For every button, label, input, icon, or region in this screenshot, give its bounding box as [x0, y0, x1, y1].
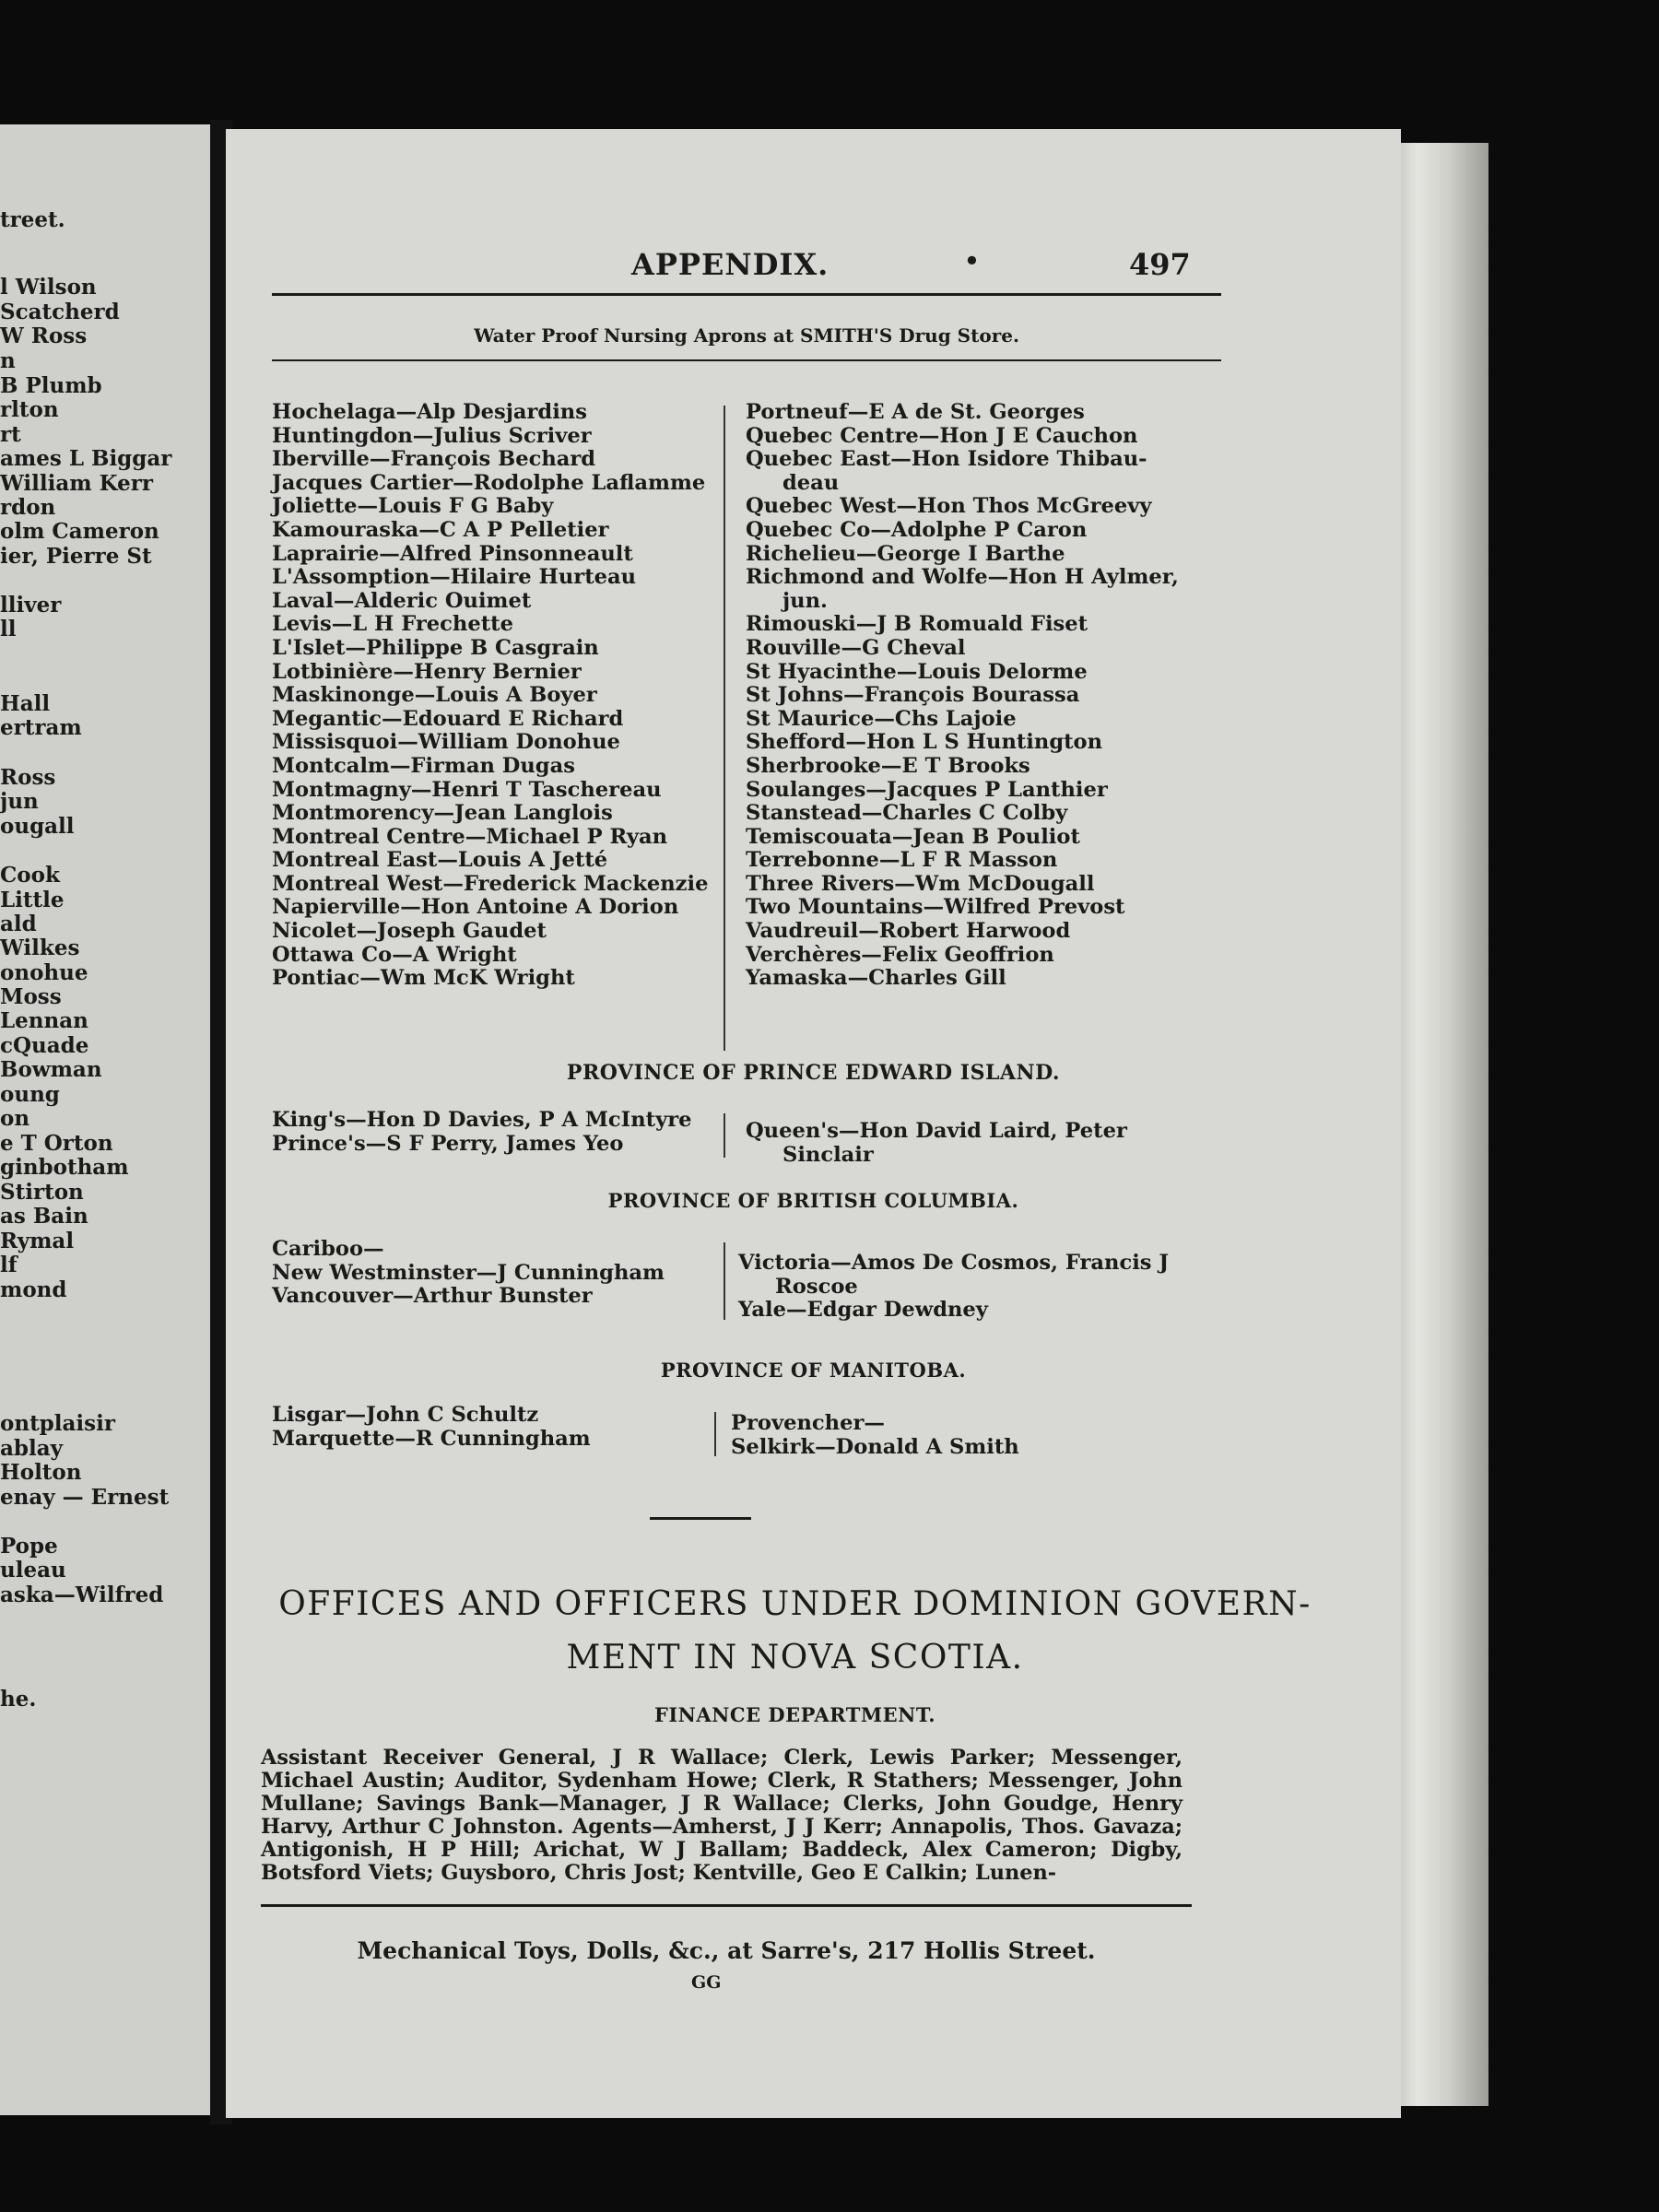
constituency-entry: Sherbrooke—E T Brooks	[746, 753, 1030, 778]
left-page-line: oung	[0, 1082, 60, 1107]
left-page-line: Moss	[0, 984, 62, 1009]
constituency-entry: Jacques Cartier—Rodolphe Laflamme	[272, 470, 706, 495]
left-page-line: treet.	[0, 207, 65, 232]
constituency-entry: New Westminster—J Cunningham	[272, 1260, 665, 1285]
left-page-line: B Plumb	[0, 373, 102, 398]
quebec-left-column	[272, 401, 708, 991]
left-page-line: lliver	[0, 593, 62, 618]
left-page-line: uleau	[0, 1558, 66, 1583]
constituency-entry: Verchères—Felix Geoffrion	[746, 942, 1054, 967]
page-edges	[1387, 143, 1488, 2106]
constituency-entry: Montmorency—Jean Langlois	[272, 801, 613, 826]
constituency-entry: Terrebonne—L F R Masson	[746, 848, 1058, 873]
left-page-line: ames L Biggar	[0, 446, 172, 471]
constituency-entry: Victoria—Amos De Cosmos, Francis J	[738, 1251, 1170, 1275]
constituency-entry: Soulanges—Jacques P Lanthier	[746, 777, 1108, 802]
constituency-entry: Missisquoi—William Donohue	[272, 730, 620, 755]
constituency-entry: St Maurice—Chs Lajoie	[746, 706, 1017, 731]
constituency-entry: Montreal West—Frederick Mackenzie	[272, 871, 709, 896]
left-page-line: Scatcherd	[0, 300, 120, 324]
constituency-entry: Rimouski—J B Romuald Fiset	[746, 612, 1088, 637]
left-page-fragment	[0, 124, 210, 2115]
left-page-line: W Ross	[0, 324, 88, 348]
constituency-entry: Rouville—G Cheval	[746, 635, 966, 660]
constituency-entry: Roscoe	[775, 1274, 858, 1299]
constituency-entry: Richmond and Wolfe—Hon H Aylmer,	[746, 565, 1179, 590]
bc-heading: PROVINCE OF BRITISH COLUMBIA.	[607, 1189, 1019, 1212]
left-page-line: William Kerr	[0, 471, 153, 496]
left-page-line: Little	[0, 888, 65, 912]
constituency-entry: Prince's—S F Perry, James Yeo	[272, 1131, 624, 1156]
constituency-entry: Laprairie—Alfred Pinsonneault	[272, 541, 633, 566]
left-page-line: cQuade	[0, 1033, 89, 1058]
constituency-entry: Cariboo—	[272, 1237, 384, 1261]
bc-divider	[724, 1242, 725, 1320]
constituency-entry: Hochelaga—Alp Desjardins	[272, 400, 587, 424]
footer-rule	[261, 1904, 1192, 1907]
header-ornament: •	[963, 243, 981, 278]
constituency-entry: Quebec East—Hon Isidore Thibau-	[746, 447, 1147, 472]
left-page-line: ier, Pierre St	[0, 544, 152, 569]
constituency-entry: Yale—Edgar Dewdney	[738, 1298, 988, 1323]
left-page-line: e T Orton	[0, 1131, 113, 1156]
left-page-line: jun	[0, 789, 39, 814]
constituency-entry: Shefford—Hon L S Huntington	[746, 730, 1103, 755]
left-page-line: ll	[0, 617, 17, 641]
constituency-entry: Montcalm—Firman Dugas	[272, 753, 575, 778]
constituency-entry: jun.	[782, 588, 828, 613]
quebec-right-column	[746, 401, 1179, 991]
manitoba-left-column	[272, 1404, 591, 1451]
constituency-entry: Three Rivers—Wm McDougall	[746, 871, 1095, 896]
constituency-entry: Portneuf—E A de St. Georges	[746, 400, 1085, 424]
constituency-entry: St Hyacinthe—Louis Delorme	[746, 659, 1088, 684]
constituency-entry: Quebec Centre—Hon J E Cauchon	[746, 423, 1138, 448]
left-page-line: ablay	[0, 1436, 63, 1461]
constituency-entry: Stanstead—Charles C Colby	[746, 801, 1068, 826]
constituency-entry: deau	[782, 470, 840, 495]
constituency-entry: Montreal Centre—Michael P Ryan	[272, 824, 668, 849]
constituency-entry: Pontiac—Wm McK Wright	[272, 966, 575, 991]
bottom-advertisement: Mechanical Toys, Dolls, &c., at Sarre's, 217 Hollis Street.	[357, 1937, 1096, 1964]
left-page-line: ertram	[0, 715, 82, 740]
constituency-entry: King's—Hon D Davies, P A McIntyre	[272, 1108, 692, 1132]
left-page-line: Pope	[0, 1534, 58, 1559]
left-page-line: ald	[0, 912, 37, 936]
finance-subheading: FINANCE DEPARTMENT.	[653, 1703, 936, 1726]
left-page-line: as Bain	[0, 1204, 88, 1229]
left-page-line: Stirton	[0, 1180, 84, 1205]
constituency-entry: Montmagny—Henri T Taschereau	[272, 777, 662, 802]
constituency-entry: St Johns—François Bourassa	[746, 683, 1080, 708]
constituency-entry: Levis—L H Frechette	[272, 612, 513, 637]
finance-paragraph: Assistant Receiver General, J R Wallace; Clerk, Lewis Parker; Messenger, Michael Austin; Auditor, Sydenham Howe; Clerk, R Stathers; Messenger, John Mullane; Savings Bank—Manager, J R Wallace; Clerks, John Goudge, Henry Harvy, Arthur C Johnston. Agents—Amherst, J J Kerr; Annapolis, Thos. Gavaza; Antigonish, H P Hill; Arichat, W J Ballam; Baddeck, Alex Cameron; Digby, Botsford Viets; Guysboro, Chris Jost; Kentville, Geo E Calkin; Lunen-	[261, 1746, 1182, 1885]
book-page	[226, 129, 1401, 2118]
left-page-line: Lennan	[0, 1008, 88, 1033]
constituency-entry: Maskinonge—Louis A Boyer	[272, 683, 597, 708]
manitoba-right-column	[731, 1412, 1019, 1459]
constituency-entry: Ottawa Co—A Wright	[272, 942, 517, 967]
left-page-line: Hall	[0, 691, 51, 716]
constituency-entry: Sinclair	[782, 1142, 874, 1167]
constituency-entry: Joliette—Louis F G Baby	[272, 494, 554, 519]
constituency-entry: Huntingdon—Julius Scriver	[272, 423, 592, 448]
constituency-entry: Vancouver—Arthur Bunster	[272, 1284, 593, 1309]
left-page-line: mond	[0, 1277, 67, 1302]
constituency-entry: Montreal East—Louis A Jetté	[272, 848, 608, 873]
left-page-line: olm Cameron	[0, 519, 159, 544]
left-page-line: he.	[0, 1687, 37, 1712]
left-page-line: rdon	[0, 495, 56, 520]
left-page-line: Bowman	[0, 1057, 102, 1082]
pei-right-column	[746, 1120, 1127, 1167]
constituency-entry: Richelieu—George I Barthe	[746, 541, 1065, 566]
constituency-entry: L'Assomption—Hilaire Hurteau	[272, 565, 637, 590]
constituency-entry: Quebec Co—Adolphe P Caron	[746, 517, 1088, 542]
ad-rule	[272, 359, 1221, 361]
header-rule	[272, 293, 1221, 296]
pei-heading: PROVINCE OF PRINCE EDWARD ISLAND.	[566, 1061, 1061, 1085]
left-page-line: n	[0, 348, 16, 373]
pei-divider	[724, 1113, 725, 1158]
manitoba-divider	[714, 1412, 716, 1456]
left-page-line: Rymal	[0, 1229, 75, 1253]
constituency-entry: Vaudreuil—Robert Harwood	[746, 919, 1071, 944]
constituency-entry: Lotbinière—Henry Bernier	[272, 659, 582, 684]
left-page-line: Cook	[0, 863, 60, 888]
constituency-entry: Yamaska—Charles Gill	[746, 966, 1006, 991]
left-page-line: ginbotham	[0, 1155, 129, 1180]
left-page-line: enay — Ernest	[0, 1485, 170, 1510]
constituency-entry: Queen's—Hon David Laird, Peter	[746, 1119, 1127, 1143]
offices-heading-line2: MENT IN NOVA SCOTIA.	[566, 1639, 1024, 1677]
left-page-line: onohue	[0, 960, 88, 985]
bc-left-column	[272, 1238, 665, 1309]
left-page-line: ontplaisir	[0, 1411, 115, 1436]
bc-right-column	[738, 1252, 1169, 1323]
constituency-entry: Two Mountains—Wilfred Prevost	[746, 895, 1125, 920]
constituency-entry: Provencher—	[731, 1411, 885, 1435]
left-page-line: rlton	[0, 397, 59, 422]
manitoba-heading: PROVINCE OF MANITOBA.	[660, 1359, 967, 1382]
left-page-line: l Wilson	[0, 275, 97, 300]
left-page-line: on	[0, 1106, 30, 1131]
left-page-line: Holton	[0, 1460, 82, 1485]
left-page-line: rt	[0, 422, 21, 447]
left-page-line: ougall	[0, 814, 75, 839]
constituency-entry: L'Islet—Philippe B Casgrain	[272, 635, 599, 660]
top-advertisement: Water Proof Nursing Aprons at SMITH'S Drug Store.	[474, 324, 1019, 347]
constituency-entry: Kamouraska—C A P Pelletier	[272, 517, 609, 542]
left-page-line: aska—Wilfred	[0, 1583, 164, 1607]
constituency-entry: Laval—Alderic Ouimet	[272, 588, 532, 613]
constituency-entry: Lisgar—John C Schultz	[272, 1403, 539, 1427]
running-header: APPENDIX.	[631, 247, 830, 282]
constituency-entry: Megantic—Edouard E Richard	[272, 706, 624, 731]
constituency-entry: Temiscouata—Jean B Pouliot	[746, 824, 1080, 849]
left-page-line: lf	[0, 1253, 18, 1277]
left-page-line: Ross	[0, 765, 56, 790]
column-divider	[724, 406, 725, 1051]
constituency-entry: Selkirk—Donald A Smith	[731, 1434, 1019, 1459]
constituency-entry: Quebec West—Hon Thos McGreevy	[746, 494, 1152, 519]
constituency-entry: Iberville—François Bechard	[272, 447, 596, 472]
constituency-entry: Nicolet—Joseph Gaudet	[272, 919, 547, 944]
left-page-line: Wilkes	[0, 935, 80, 960]
pei-left-column	[272, 1109, 691, 1156]
offices-heading-line1: OFFICES AND OFFICERS UNDER DOMINION GOVERN-	[278, 1585, 1312, 1623]
page-number: 497	[1129, 247, 1191, 282]
constituency-entry: Napierville—Hon Antoine A Dorion	[272, 895, 679, 920]
section-separator	[650, 1517, 751, 1520]
constituency-entry: Marquette—R Cunningham	[272, 1426, 591, 1451]
signature-mark: GG	[691, 1972, 722, 1993]
